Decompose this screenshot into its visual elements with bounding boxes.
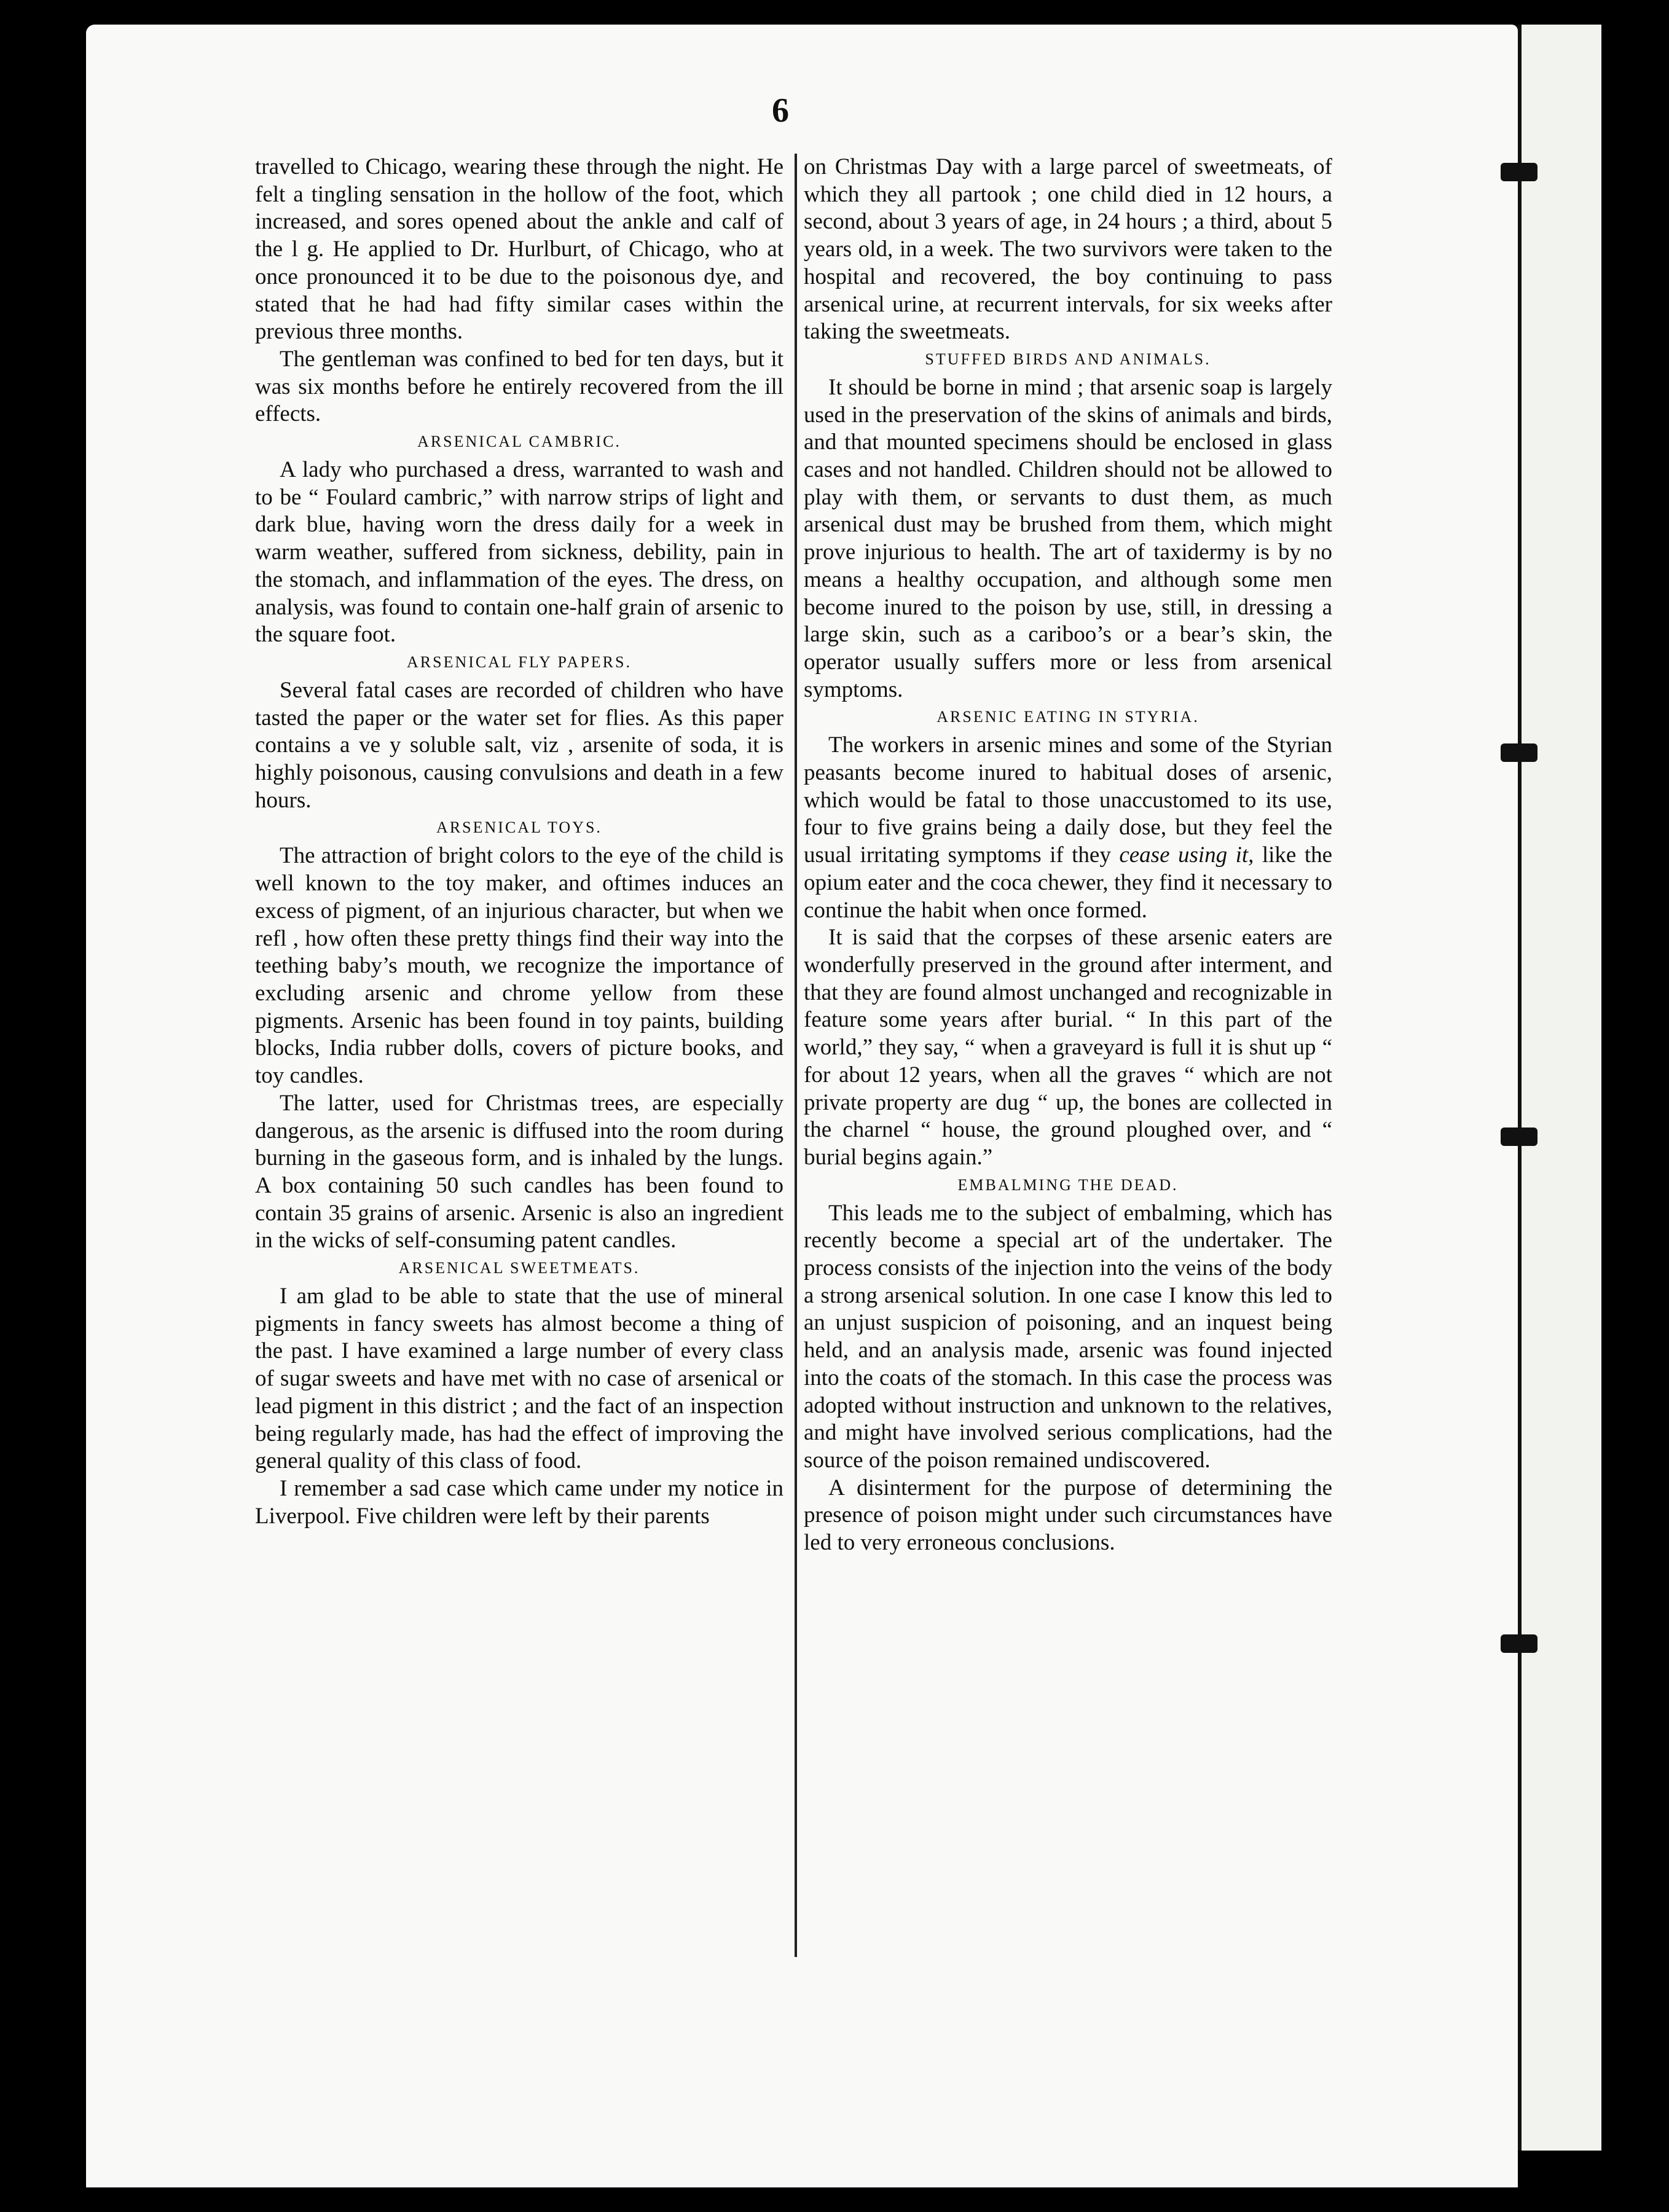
paragraph: A lady who purchased a dress, warranted to wash and to be “ Foulard cambric,” with narrow strips of light and dark blue, having worn the dress daily for a week in warm weather, suffered from sickness, debility, pain in the stomach, and inflammation of the eyes. The dress, on analysis, was found to contain one-half grain of arsenic to the square foot. xyxy=(255,457,783,648)
section-heading: ARSENICAL TOYS. xyxy=(436,818,602,837)
right-column xyxy=(804,154,1332,1557)
paragraph: It should be borne in mind ; that arsenic soap is largely used in the preservation of the skins of animals and birds, and that mounted specimens should be enclosed in glass cases and not handled. Children should not be allowed to play with them, or servants to dust them, as much arsenical dust may be brushed from them, which might prove injurious to health. The art of taxidermy is by no means a healthy occupation, and although some men become inured to the poison by use, still, in dressing a large skin, such as a cariboo’s or a bear’s skin, the operator usually suffers more or less from arsenical symptoms. xyxy=(804,374,1332,702)
paragraph: It is said that the corpses of these arsenic eaters are wonderfully preserved in the ground after interment, and that they are found almost unchanged and recognizable in feature some years after burial. “ In this part of the world,” they say, “ when a graveyard is full it is shut up “ for about 12 years, when all the graves “ which are not private property are dug “ up, the bones are collected in the charnel “ house, the ground ploughed over, and “ burial begins again.” xyxy=(804,925,1332,1170)
paragraph: I am glad to be able to state that the use of mineral pigments in fancy sweets has almost become a thing of the past. I have examined a large number of every class of sugar sweets and have met with no case of arsenical or lead pigment in this district ; and the fact of an inspection being regularly made, has had the effect of improving the general quality of this class of food. xyxy=(255,1284,783,1474)
paragraph: This leads me to the subject of embalming, which has recently become a special art of the undertaker. The process consists of the injection into the veins of the body a strong arsenical solution. In one case I know this led to an unjust suspicion of poisoning, and an inquest being held, and an analysis made, arsenic was found injected into the coats of the stomach. In this case the process was adopted without instruction and unknown to the relatives, and might have involved serious complications, had the source of the poison remained undiscovered. xyxy=(804,1200,1332,1473)
section-heading: ARSENIC EATING IN STYRIA. xyxy=(937,708,1200,726)
left-column xyxy=(255,154,783,1530)
section-heading: ARSENICAL SWEETMEATS. xyxy=(398,1259,640,1277)
adjacent-page-edge xyxy=(1518,25,1601,2151)
section-heading: ARSENICAL FLY PAPERS. xyxy=(407,653,632,671)
paragraph: I remember a sad case which came under my notice in Liverpool. Five children were left by their parents xyxy=(255,1475,783,1529)
paragraph: The attraction of bright colors to the eye of the child is well known to the toy maker, and oftimes induces an excess of pigment, of an injurious character, but when we refl , how often these pretty things find their way into the teething baby’s mouth, we recognize the importance of excluding arsenic and chrome yellow from these pigments. Arsenic has been found in toy paints, building blocks, India rubber dolls, covers of picture books, and toy candles. xyxy=(255,843,783,1089)
page-number: 6 xyxy=(772,92,789,130)
italic-phrase: cease using it, xyxy=(1119,842,1254,868)
column-divider xyxy=(795,154,797,1957)
paragraph: on Christmas Day with a large parcel of sweetmeats, of which they all partook ; one child died in 12 hours, a second, about 3 years of age, in 24 hours ; a third, about 5 years old, in a week. The two survivors were taken to the hospital and recovered, the boy continuing to pass arsenical urine, at recurrent intervals, for six weeks after taking the sweetmeats. xyxy=(804,154,1332,345)
binding-mark xyxy=(1501,163,1537,181)
binding-mark xyxy=(1501,743,1537,762)
section-heading: ARSENICAL CAMBRIC. xyxy=(417,433,621,451)
text-run: like the opium eater and the coca chewer, they find it necessary to continue the habit when once formed. xyxy=(804,842,1333,923)
binding-mark xyxy=(1501,1634,1537,1653)
text-run: The workers in arsenic mines and some of the Styrian peasants become inured to habitual doses of arsenic, which would be fatal to those unaccustomed to its use, four to five grains being a daily dose, but they feel the usual irritating symptoms if they xyxy=(804,732,1332,868)
binding-mark xyxy=(1501,1128,1537,1146)
paragraph xyxy=(804,732,1332,924)
section-heading: STUFFED BIRDS AND ANIMALS. xyxy=(925,350,1211,368)
paragraph: A disinterment for the purpose of determining the presence of poison might under such circumstances have led to very erroneous conclusions. xyxy=(804,1475,1332,1556)
paragraph: Several fatal cases are recorded of children who have tasted the paper or the water set for flies. As this paper contains a ve y soluble salt, viz , arsenite of soda, it is highly poisonous, causing convulsions and death in a few hours. xyxy=(255,677,783,813)
paragraph: travelled to Chicago, wearing these through the night. He felt a tingling sensation in the hollow of the foot, which increased, and sores opened about the ankle and calf of the l g. He applied to Dr. Hurlburt, of Chicago, who at once pronounced it to be due to the poisonous dye, and stated that he had had fifty similar cases within the previous three months. xyxy=(255,154,783,345)
paragraph: The latter, used for Christmas trees, are especially dangerous, as the arsenic is diffused into the room during burning in the gaseous form, and is inhaled by the lungs. A box containing 50 such candles has been found to contain 35 grains of arsenic. Arsenic is also an ingredient in the wicks of self-consuming patent candles. xyxy=(255,1090,783,1253)
section-heading: EMBALMING THE DEAD. xyxy=(957,1175,1179,1194)
paragraph: The gentleman was confined to bed for ten days, but it was six months before he entirely recovered from the ill effects. xyxy=(255,346,783,427)
